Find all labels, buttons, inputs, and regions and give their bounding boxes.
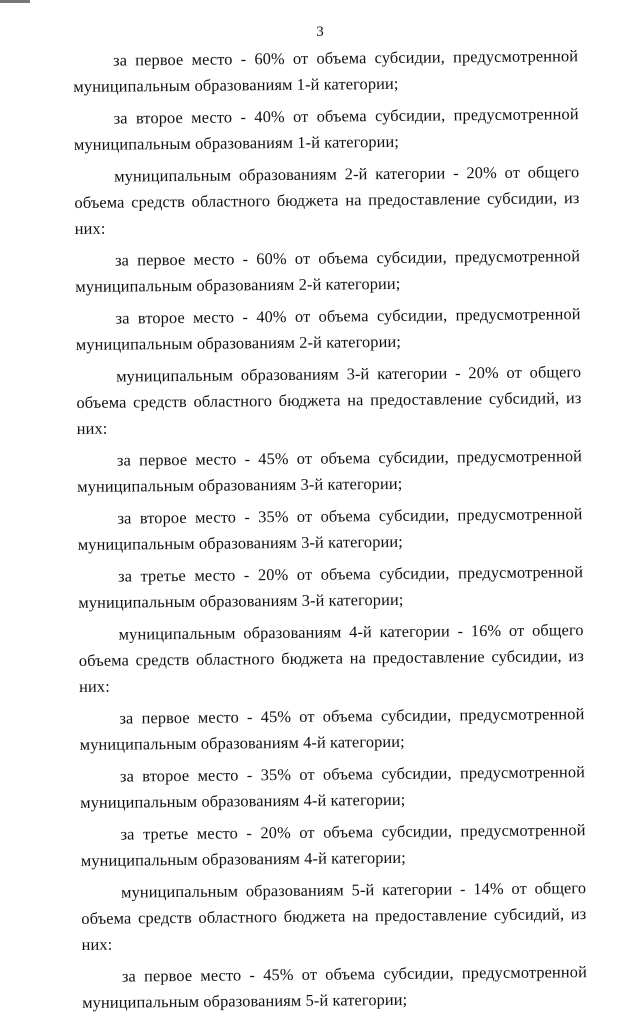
paragraph: муниципальным образованиям 2-й категории - 20% от общего объема средств областного бюджета на предоставление субсидии, из них: (74, 162, 580, 238)
paragraph: муниципальным образованиям 4-й категории - 16% от общего объема средств областного бюджета на предоставление субсидии, из них: (78, 620, 584, 696)
paragraph: за второе место - 35% от объема субсидии, предусмотренной муниципальным образованиям 4-й категории; (80, 762, 586, 812)
paragraph: за первое место - 45% от объема субсидии, предусмотренной муниципальным образованиям 5-й категории; (82, 962, 587, 1012)
paragraph: за второе место - 40% от объема субсидии, предусмотренной муниципальным образованиям 1-й категории; (73, 104, 579, 154)
document-body (73, 43, 587, 1022)
paragraph: муниципальным образованиям 5-й категории - 14% от общего объема средств областного бюджета на предоставление субсидий, из них: (81, 878, 587, 954)
paragraph: за первое место - 45% от объема субсидии, предусмотренной муниципальным образованиям 3-й категории; (77, 446, 583, 496)
paragraph: муниципальным образованиям 3-й категории - 20% от общего объема средств областного бюджета на предоставление субсидий, из них: (76, 362, 582, 438)
paragraph: за первое место - 60% от объема субсидии, предусмотренной муниципальным образованиям 1-й категории; (73, 46, 579, 96)
paragraph: за второе место - 40% от объема субсидии, предусмотренной муниципальным образованиям 2-й категории; (75, 304, 581, 354)
paragraph: за первое место - 45% от объема субсидии, предусмотренной муниципальным образованиям 4-й категории; (79, 704, 585, 754)
paragraph: за первое место - 60% от объема субсидии, предусмотренной муниципальным образованиям 2-й категории; (75, 246, 581, 296)
page-number: 3 (316, 24, 324, 40)
paragraph: за третье место - 20% от объема субсидии, предусмотренной муниципальным образованиям 4-й категории; (80, 820, 586, 870)
paragraph: за второе место - 35% от объема субсидии, предусмотренной муниципальным образованиям 3-й категории; (77, 504, 583, 554)
paragraph: за третье место - 20% от объема субсидии, предусмотренной муниципальным образованиям 3-й категории; (78, 562, 584, 612)
scan-edge-mark (0, 0, 30, 3)
